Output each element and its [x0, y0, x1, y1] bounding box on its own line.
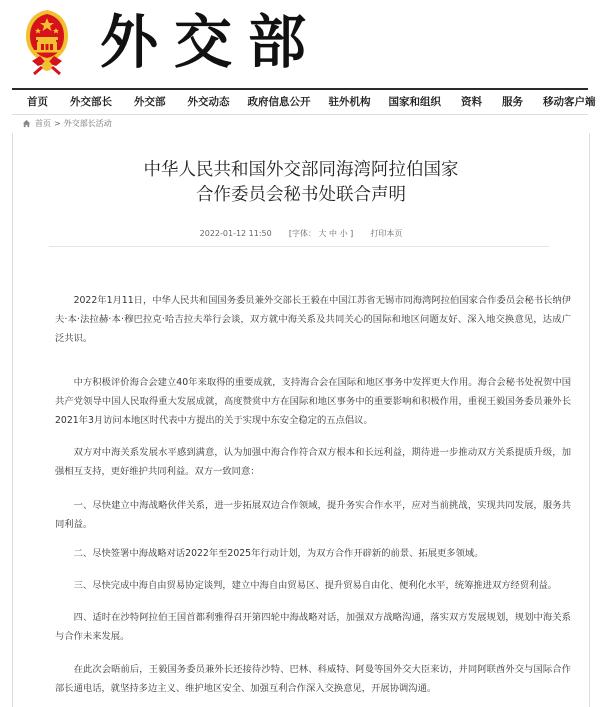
site-header	[0, 0, 600, 88]
meta-divider	[49, 246, 549, 247]
article-title-line1: 中华人民共和国外交部同海湾阿拉伯国家	[143, 160, 459, 180]
nav-countries[interactable]: 国家和组织	[388, 96, 441, 108]
font-size-large-button[interactable]: 大	[318, 229, 327, 238]
nav-services[interactable]: 服务	[502, 96, 523, 108]
nav-home[interactable]: 首页	[27, 96, 48, 108]
font-size-small-button[interactable]: 小	[339, 229, 348, 238]
nav-missions[interactable]: 驻外机构	[328, 96, 371, 108]
paragraph: 一、尽快建立中海战略伙伴关系，进一步拓展双边合作领域，提升务实合作水平，应对当前挑战，实现共同发展，服务共同利益。	[55, 500, 571, 530]
breadcrumb	[12, 113, 588, 134]
article-panel	[12, 133, 590, 707]
paragraph: 三、尽快完成中海自由贸易协定谈判，建立中海自由贸易区、提升贸易自由化、便利化水平，统筹推进双方经贸利益。	[73, 580, 558, 591]
article-title-line2: 合作委员会秘书处联合声明	[196, 185, 406, 205]
article-title	[13, 158, 589, 208]
paragraph: 在此次会晤前后，王毅国务委员兼外长还接待沙特、巴林、科威特、阿曼等国外交大臣来访，并同阿联酋外交与国际合作部长通电话，就坚持多边主义、维护地区安全、加强互利合作深入交换意见，开展协调沟通。	[55, 664, 571, 694]
font-size-label: [字体：	[288, 229, 316, 238]
breadcrumb-separator: >	[54, 118, 61, 128]
paragraph: 四、适时在沙特阿拉伯王国首都利雅得召开第四轮中海战略对话，加强双方战略沟通，落实双方发展规划，规划中海关系与合作未来发展。	[55, 612, 571, 642]
paragraph: 二、尽快签署中海战略对话2022年至2025年行动计划，为双方合作开辟新的前景、拓展更多领域。	[73, 548, 484, 559]
font-size-medium-button[interactable]: 中	[329, 229, 338, 238]
main-nav	[12, 88, 596, 115]
nav-materials[interactable]: 资料	[461, 96, 482, 108]
breadcrumb-home[interactable]: 首页	[35, 118, 51, 128]
font-size-close-bracket: ]	[350, 229, 354, 238]
paragraph: 双方对中海关系发展水平感到满意，认为加强中海合作符合双方根本和长远利益，期待进一步推动双方关系提质升级，加强相互支持，更好维护共同利益。双方一致同意：	[55, 447, 571, 477]
breadcrumb-section[interactable]: 外交部长活动	[63, 118, 112, 128]
nav-ministry[interactable]: 外交部	[134, 96, 166, 108]
paragraph: 中方积极评价海合会建立40年来取得的重要成就，支持海合会在国际和地区事务中发挥更大作用。海合会秘书处祝贺中国共产党领导中国人民取得重大发展成就，高度赞赏中方在国际和地区事务中的重要影响和积极作用，重视王毅国务委员兼外长2021年3月访问本地区时代表中方提出的关于实现中东安全稳定的五点倡议。	[55, 377, 571, 426]
site-logo-calligraphy[interactable]: 外交部	[100, 8, 323, 76]
nav-minister[interactable]: 外交部长	[70, 96, 112, 108]
nav-news[interactable]: 外交动态	[187, 96, 230, 108]
print-button[interactable]: 打印本页	[370, 229, 403, 238]
nav-info-disclosure[interactable]: 政府信息公开	[247, 96, 311, 108]
article-meta	[13, 228, 589, 239]
publish-date: 2022-01-12 11:50	[199, 229, 272, 238]
national-emblem-icon[interactable]	[20, 6, 74, 76]
home-icon	[22, 119, 31, 128]
nav-mobile[interactable]: 移动客户端	[543, 96, 596, 108]
paragraph: 2022年1月11日，中华人民共和国国务委员兼外交部长王毅在中国江苏省无锡市同海湾阿拉伯国家合作委员会秘书长纳伊夫·本·法拉赫·本·穆巴拉克·哈吉拉夫举行会谈，双方就中海关系及共同关心的国际和地区问题友好、深入地交换意见，达成广泛共识。	[55, 295, 571, 344]
